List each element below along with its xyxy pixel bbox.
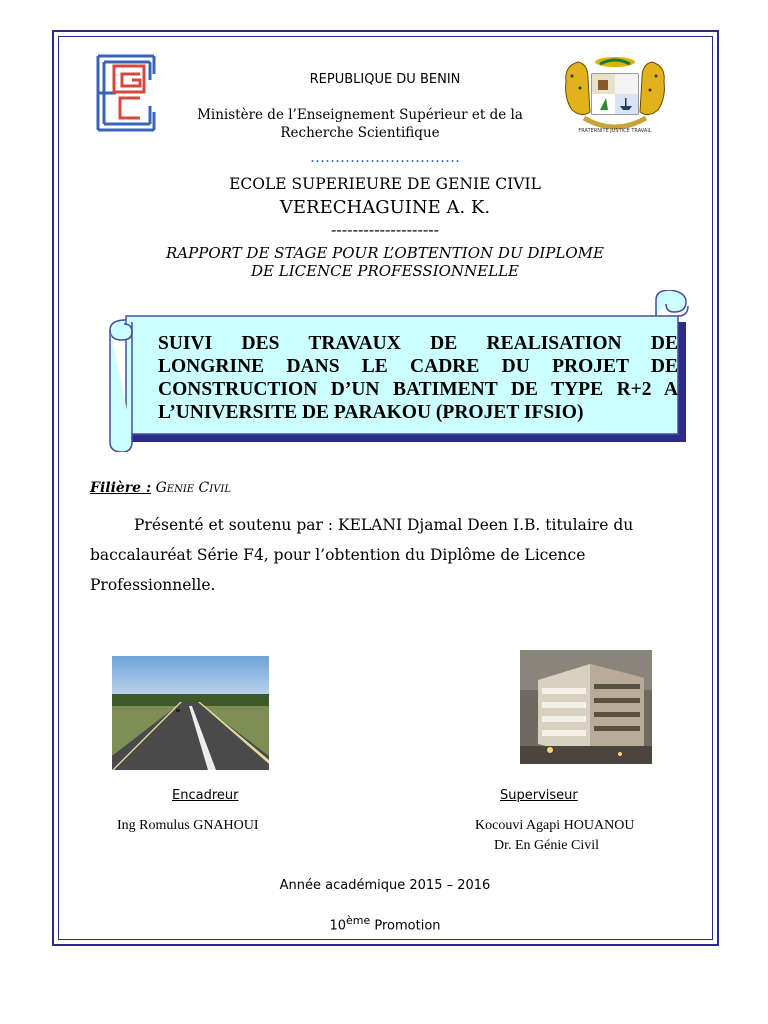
promo-word: Promotion: [374, 918, 441, 934]
road-photo: [112, 656, 269, 770]
filiere-value: Genie Civil: [155, 480, 232, 496]
ministry-line-1: Ministère de l’Enseignement Supérieur et de la: [197, 107, 523, 123]
report-title: [158, 332, 678, 424]
ministry-line-2: Recherche Scientifique: [280, 125, 440, 141]
report-type: [120, 244, 650, 280]
ministry-name: [170, 106, 550, 142]
filiere-line: [90, 480, 231, 496]
presented-by-paragraph: [90, 510, 690, 600]
superviseur-name: Kocouvi Agapi HOUANOU: [475, 818, 635, 833]
separator-dots: …………………………: [310, 148, 460, 166]
report-line-1: RAPPORT DE STAGE POUR L’OBTENTION DU DIPLOME: [166, 244, 604, 262]
country-name: REPUBLIQUE DU BENIN: [309, 72, 461, 87]
encadreur-label: Encadreur: [172, 788, 239, 803]
superviseur-title: Dr. En Génie Civil: [494, 838, 599, 853]
school-name: VERECHAGUINE A. K.: [279, 197, 491, 218]
report-line-2: DE LICENCE PROFESSIONNELLE: [250, 262, 519, 280]
encadreur-name: Ing Romulus GNAHOUI: [117, 818, 259, 833]
school-title: ECOLE SUPERIEURE DE GENIE CIVIL: [229, 175, 541, 193]
promotion: [300, 914, 470, 933]
promo-suffix: ème: [345, 914, 371, 927]
report-title-line-3: CONSTRUCTION D’UN BATIMENT DE TYPE R+2 A: [158, 379, 678, 400]
esgc-logo: [94, 50, 160, 136]
academic-year: Année académique 2015 – 2016: [279, 878, 491, 893]
presented-text: Présenté et soutenu par : KELANI Djamal Deen I.B. titulaire du baccalauréat Série F4, pour l’obtention du Diplôme de Licence Professionnelle.: [90, 516, 634, 594]
filiere-label: Filière :: [90, 480, 152, 496]
svg-text:FRATERNITE JUSTICE TRAVAIL: FRATERNITE JUSTICE TRAVAIL: [578, 128, 652, 134]
benin-coat-of-arms: [562, 52, 668, 138]
report-title-line-2: LONGRINE DANS LE CADRE DU PROJET DE: [158, 356, 678, 377]
superviseur-label: Superviseur: [500, 788, 578, 803]
promo-number: 10: [329, 918, 346, 934]
report-title-line-4: L’UNIVERSITE DE PARAKOU (PROJET IFSIO): [158, 402, 584, 423]
separator-dashes: --------------------: [330, 220, 440, 239]
report-title-line-1: SUIVI DES TRAVAUX DE REALISATION DE: [158, 333, 678, 354]
building-model-photo: [520, 650, 652, 764]
